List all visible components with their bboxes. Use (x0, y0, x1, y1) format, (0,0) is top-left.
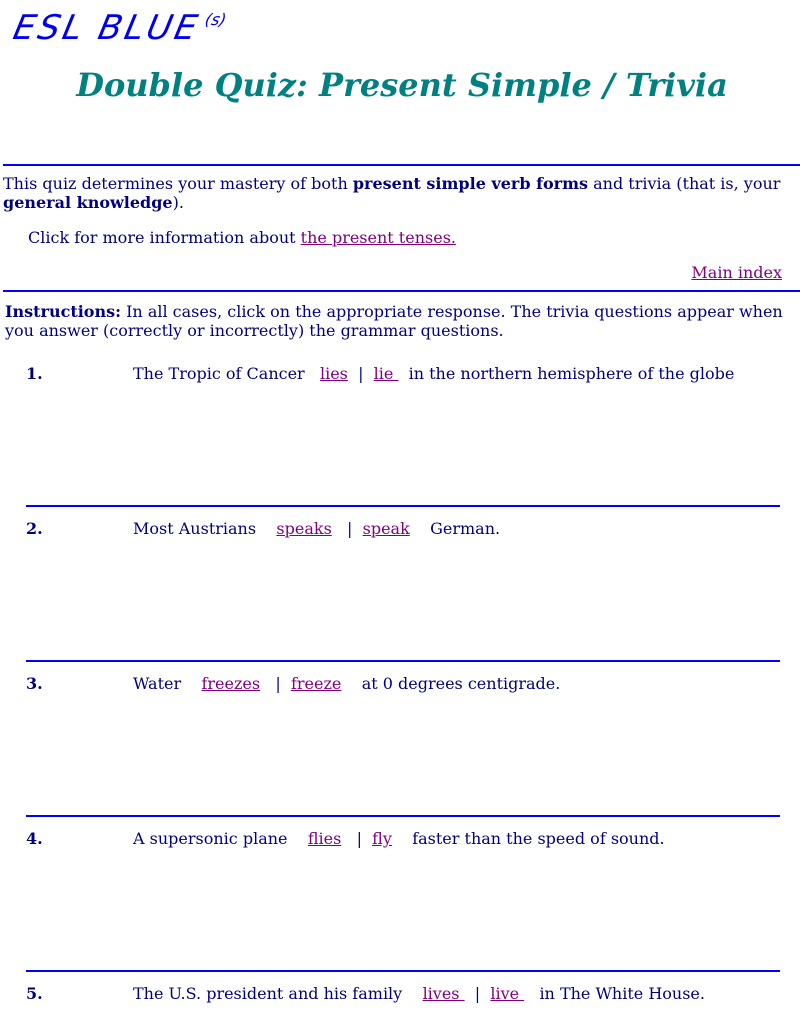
logo-text: ESL BLUE (9, 8, 204, 48)
intro-bold-general-knowledge: general knowledge (3, 193, 173, 212)
answer-option-b[interactable]: speak (362, 519, 410, 538)
instructions-paragraph (5, 302, 795, 340)
question-2 (0, 519, 800, 539)
divider-top (3, 164, 800, 166)
option-separator: | (347, 519, 353, 538)
question-stem-after: in The White House. (539, 984, 705, 1003)
instructions-text: In all cases, click on the appropriate response. The trivia questions appear when you answer (correctly or incorrectly) the grammar questions. (5, 302, 783, 340)
intro-text-3: ). (172, 193, 184, 212)
option-separator: | (275, 674, 281, 693)
answer-option-a[interactable]: flies (307, 829, 342, 848)
question-stem-before: A supersonic plane (133, 829, 288, 848)
question-divider (26, 660, 780, 662)
question-stem-before: The Tropic of Cancer (133, 364, 305, 383)
question-stem-before: Water (133, 674, 182, 693)
intro-text-1: This quiz determines your mastery of both (3, 174, 353, 193)
divider-instructions (3, 290, 800, 292)
question-1 (0, 364, 800, 384)
esl-blue-logo (10, 8, 229, 48)
main-index-link[interactable]: Main index (691, 263, 782, 282)
question-stem-after: faster than the speed of sound. (412, 829, 665, 848)
question-stem-after: German. (430, 519, 501, 538)
logo-suffix: (s) (203, 10, 229, 29)
question-number: 3. (26, 674, 43, 693)
option-separator: | (358, 364, 364, 383)
question-text (133, 364, 734, 383)
question-text (133, 519, 500, 538)
answer-option-a[interactable]: speaks (276, 519, 332, 538)
question-number: 2. (26, 519, 43, 538)
question-stem-after: at 0 degrees centigrade. (361, 674, 561, 693)
question-number: 4. (26, 829, 43, 848)
intro-paragraph (3, 174, 798, 212)
answer-option-b[interactable]: freeze (290, 674, 342, 693)
option-separator: | (474, 984, 481, 1003)
answer-option-a[interactable]: lives (422, 984, 465, 1003)
question-stem-before: Most Austrians (133, 519, 257, 538)
question-stem-after: in the northern hemisphere of the globe (408, 364, 735, 383)
question-4 (0, 829, 800, 849)
question-stem-before: The U.S. president and his family (133, 984, 403, 1003)
answer-option-a[interactable]: freezes (201, 674, 261, 693)
question-3 (0, 674, 800, 694)
instructions-label: Instructions: (5, 302, 122, 321)
present-tenses-link[interactable]: the present tenses. (300, 228, 456, 247)
answer-option-b[interactable]: lie (373, 364, 399, 383)
question-number: 1. (26, 364, 43, 383)
question-divider (26, 815, 780, 817)
answer-option-b[interactable]: live (490, 984, 525, 1003)
option-separator: | (356, 829, 362, 848)
intro-bold-verb-forms: present simple verb forms (352, 174, 589, 193)
intro-text-2: and trivia (that is, your (588, 174, 781, 193)
question-divider (26, 970, 780, 972)
more-info-line (28, 228, 456, 247)
question-number: 5. (26, 984, 43, 1003)
question-text (133, 674, 560, 693)
answer-option-b[interactable]: fly (372, 829, 392, 848)
more-info-prefix: Click for more information about (28, 228, 301, 247)
question-text (133, 829, 665, 848)
question-5 (0, 984, 800, 1004)
question-text (133, 984, 705, 1003)
question-divider (26, 505, 780, 507)
answer-option-a[interactable]: lies (319, 364, 348, 383)
page-title: Double Quiz: Present Simple / Trivia (76, 66, 728, 104)
